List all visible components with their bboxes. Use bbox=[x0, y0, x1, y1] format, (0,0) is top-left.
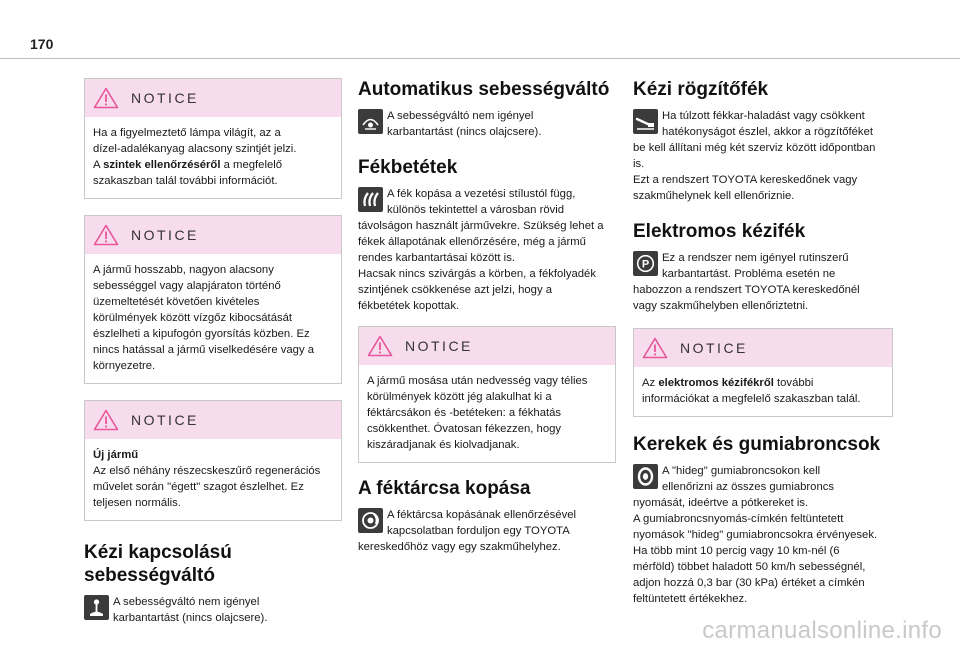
paragraph-text: távolságon használt járművekre. Szükség lehet a bbox=[358, 220, 604, 232]
section-heading-electric-brake: Elektromos kézifék bbox=[633, 221, 806, 242]
notice-text: művelet során "égett" szagot észlelhet. Ez bbox=[93, 481, 304, 493]
notice-title: NOTICE bbox=[131, 90, 199, 106]
section-heading-brake-pads: Fékbetétek bbox=[358, 157, 458, 178]
notice-body bbox=[634, 367, 892, 416]
notice-box-wet-brakes bbox=[358, 326, 616, 463]
paragraph-text: A sebességváltó nem igényel bbox=[387, 110, 534, 122]
handbrake-lever-icon bbox=[633, 109, 658, 134]
section-heading-manual-gearbox bbox=[84, 541, 342, 587]
notice-text bbox=[642, 375, 884, 391]
paragraph-text: A gumiabroncsnyomás-címkén feltüntetett bbox=[633, 513, 844, 525]
watermark-brand: carmanualsonline.info bbox=[702, 617, 942, 644]
paragraph-text: A "hideg" gumiabroncsokon kell bbox=[662, 465, 821, 477]
notice-text: sebességgel vagy alapjáraton történő bbox=[93, 280, 281, 292]
paragraph-text: fékbetétek kopottak. bbox=[358, 300, 460, 312]
notice-body bbox=[85, 439, 341, 520]
brake-pads-text bbox=[358, 186, 616, 314]
notice-text: szakaszban talál további információt. bbox=[93, 175, 278, 187]
column-right bbox=[633, 78, 893, 621]
paragraph-text: szakműhelynek kell ellenőriznie. bbox=[633, 190, 795, 202]
paragraph-text: Ha túlzott fékkar-haladást vagy csökkent bbox=[662, 110, 865, 122]
bold-reference: elektromos kézifékről bbox=[658, 377, 774, 389]
paragraph-text: mérföld) többet haladott 50 km/h sebességnél, bbox=[633, 561, 866, 573]
heading-line: Kézi kapcsolású bbox=[84, 542, 232, 563]
automatic-gearbox-icon bbox=[358, 109, 383, 134]
header-divider bbox=[0, 58, 960, 59]
notice-text: A jármű hosszabb, nagyon alacsony bbox=[93, 264, 274, 276]
column-left bbox=[84, 78, 342, 640]
paragraph-text: A féktárcsa kopásának ellenőrzésével bbox=[387, 509, 577, 521]
brake-pad-icon bbox=[358, 187, 383, 212]
notice-text: észlelheti a kipufogón gyorsítás közben. Ez bbox=[93, 328, 310, 340]
paragraph-text: Ez a rendszer nem igényel rutinszerű bbox=[662, 252, 849, 264]
paragraph-text: Hacsak nincs szivárgás a körben, a fékfolyadék bbox=[358, 268, 596, 280]
notice-header bbox=[85, 79, 341, 117]
warning-triangle-icon bbox=[93, 224, 119, 246]
tyres-text bbox=[633, 463, 893, 607]
paragraph-text: be kell állítani még két szerviz között időpontban bbox=[633, 142, 876, 154]
heading-line: sebességváltó bbox=[84, 565, 215, 586]
brake-disc-icon bbox=[358, 508, 383, 533]
paragraph-text: karbantartást (nincs olajcsere). bbox=[387, 126, 542, 138]
paragraph-text: vagy szakműhelyben ellenőriztetni. bbox=[633, 300, 809, 312]
notice-text: kiszáradjanak és kiolvadjanak. bbox=[367, 439, 520, 451]
handbrake-text bbox=[633, 108, 893, 204]
paragraph-text: adjon hozzá 0,3 bar (30 kPa) értéket a címkén bbox=[633, 577, 865, 589]
text-segment: A bbox=[93, 159, 104, 171]
notice-text: teljesen normális. bbox=[93, 497, 181, 509]
manual-gearbox-text bbox=[84, 594, 342, 626]
notice-box-new-vehicle bbox=[84, 400, 342, 521]
notice-text: körülmények között vízgőz kibocsátását bbox=[93, 312, 293, 324]
paragraph-text: szintjének csökkenése azt jelzi, hogy a bbox=[358, 284, 553, 296]
paragraph-text: feltüntetett értékekhez. bbox=[633, 593, 748, 605]
notice-title: NOTICE bbox=[131, 227, 199, 243]
notice-text: Az első néhány részecskeszűrő regenerációs bbox=[93, 465, 321, 477]
notice-text: dízel-adalékanyag alacsony szintjét jelzi. bbox=[93, 143, 297, 155]
text-segment: további bbox=[773, 377, 814, 389]
warning-triangle-icon bbox=[93, 87, 119, 109]
paragraph-text: A sebességváltó nem igényel bbox=[113, 596, 260, 608]
notice-text: féktárcsákon és -betéteken: a fékhatás bbox=[367, 407, 562, 419]
electric-brake-text bbox=[633, 250, 893, 314]
svg-text:P: P bbox=[641, 258, 650, 271]
notice-title: NOTICE bbox=[680, 340, 748, 356]
warning-triangle-icon bbox=[642, 337, 668, 359]
notice-subtitle: Új jármű bbox=[93, 449, 139, 461]
text-segment: Az bbox=[642, 377, 659, 389]
paragraph-text: is. bbox=[633, 158, 645, 170]
paragraph-text: karbantartást (nincs olajcsere). bbox=[113, 612, 268, 624]
paragraph-text: hatékonyságot észlel, akkor a rögzítőféket bbox=[662, 126, 873, 138]
notice-body bbox=[85, 254, 341, 383]
paragraph-text: különös tekintettel a városban rövid bbox=[387, 204, 565, 216]
notice-header bbox=[634, 329, 892, 367]
notice-title: NOTICE bbox=[131, 412, 199, 428]
notice-text: üzemeltetését követően kivételes bbox=[93, 296, 260, 308]
notice-text: A jármű mosása után nedvesség vagy télies bbox=[367, 375, 588, 387]
paragraph-text: rendes karbantartásai között is. bbox=[358, 252, 515, 264]
notice-box-vapour bbox=[84, 215, 342, 384]
warning-triangle-icon bbox=[367, 335, 393, 357]
section-heading-auto-gearbox: Automatikus sebességváltó bbox=[358, 79, 610, 100]
paragraph-text: fékek állapotának ellenőrzésére, még a jármű bbox=[358, 236, 586, 248]
paragraph-text: habozzon a rendszert TOYOTA kereskedőnél bbox=[633, 284, 860, 296]
warning-triangle-icon bbox=[93, 409, 119, 431]
section-heading-disc-wear: A féktárcsa kopása bbox=[358, 478, 531, 499]
paragraph-text: karbantartást. Probléma esetén ne bbox=[662, 268, 836, 280]
page-number: 170 bbox=[30, 36, 54, 52]
disc-wear-text bbox=[358, 507, 616, 555]
column-middle bbox=[358, 78, 616, 569]
notice-text: információkat a megfelelő szakaszban talál. bbox=[642, 393, 861, 405]
notice-text: környezetre. bbox=[93, 360, 156, 372]
notice-text bbox=[93, 157, 333, 173]
bold-reference: szintek ellenőrzéséről bbox=[103, 159, 221, 171]
section-heading-handbrake: Kézi rögzítőfék bbox=[633, 79, 769, 100]
notice-header bbox=[85, 216, 341, 254]
auto-gearbox-text bbox=[358, 108, 616, 140]
paragraph-text: Ha több mint 10 percig vagy 10 km-nél (6 bbox=[633, 545, 840, 557]
notice-text: Ha a figyelmeztető lámpa világít, az a bbox=[93, 127, 281, 139]
notice-title: NOTICE bbox=[405, 338, 473, 354]
gear-shift-icon bbox=[84, 595, 109, 620]
notice-text: nincs hatással a jármű viselkedésére vagy a bbox=[93, 344, 315, 356]
paragraph-text: nyomását, ideértve a pótkereket is. bbox=[633, 497, 809, 509]
paragraph-text: Ezt a rendszert TOYOTA kereskedőnek vagy bbox=[633, 174, 858, 186]
paragraph-text: kapcsolatban forduljon egy TOYOTA bbox=[387, 525, 570, 537]
paragraph-text: nyomások "hideg" gumiabroncsokra érvényesek. bbox=[633, 529, 878, 541]
notice-body bbox=[359, 365, 615, 462]
notice-text: körülmények között jég alakulhat ki a bbox=[367, 391, 552, 403]
notice-body bbox=[85, 117, 341, 198]
paragraph-text: A fék kopása a vezetési stílustól függ, bbox=[387, 188, 576, 200]
tyre-icon bbox=[633, 464, 658, 489]
notice-text: csökkenthet. Óvatosan fékezzen, hogy bbox=[367, 423, 562, 435]
paragraph-text: ellenőrizni az összes gumiabroncs bbox=[662, 481, 835, 493]
notice-header bbox=[85, 401, 341, 439]
paragraph-text: kereskedőhöz vagy egy szakműhelyhez. bbox=[358, 541, 561, 553]
notice-box-additive bbox=[84, 78, 342, 199]
electric-parking-brake-icon bbox=[633, 251, 658, 276]
section-heading-tyres: Kerekek és gumiabroncsok bbox=[633, 434, 881, 455]
text-segment: a megfelelő bbox=[220, 159, 283, 171]
notice-header bbox=[359, 327, 615, 365]
notice-box-electric-brake bbox=[633, 328, 893, 417]
